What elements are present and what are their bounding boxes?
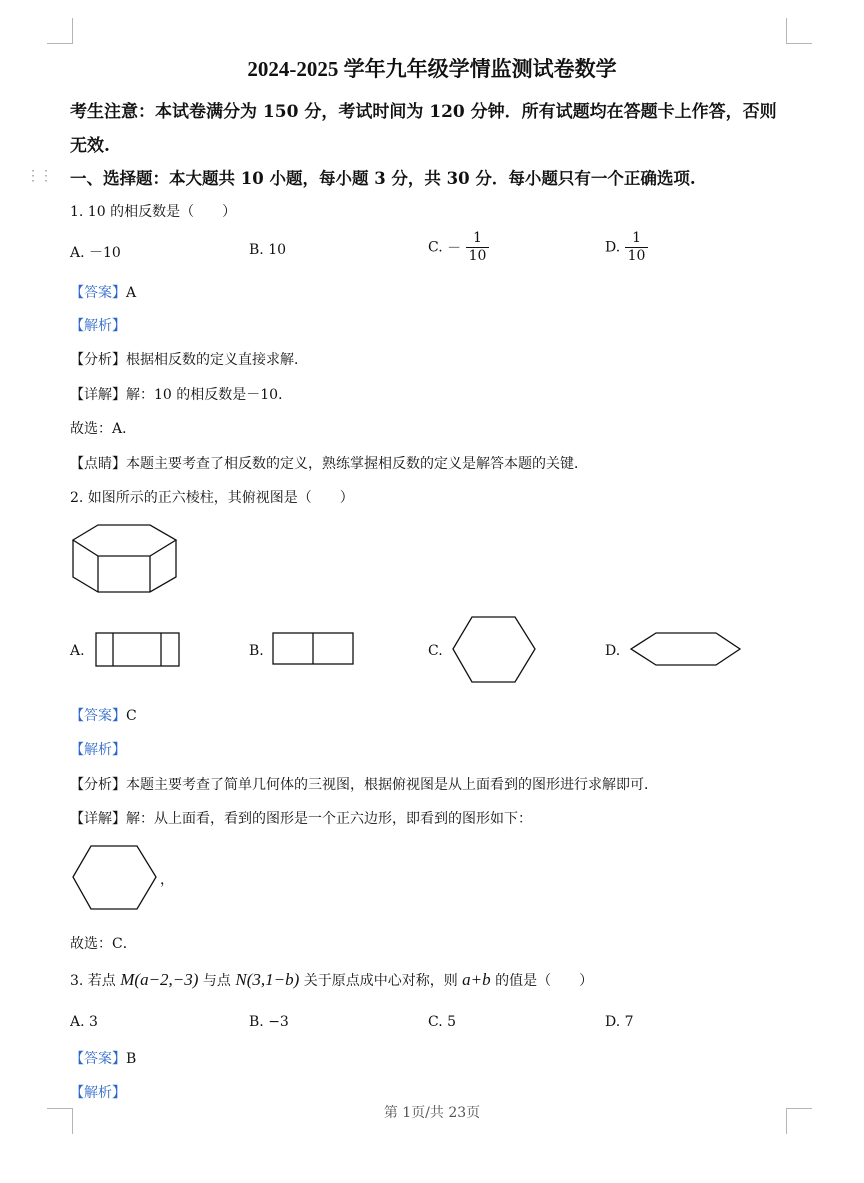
answer-value: A <box>126 285 137 301</box>
q1-option-d-label: D. <box>605 239 621 256</box>
q2-analysis-tag: 【解析】 <box>70 742 126 758</box>
q3-option-d: D. 7 <box>605 1014 634 1030</box>
q1-option-a: A. －10 <box>70 245 121 261</box>
q3-stem-mid2: 关于原点成中心对称，则 <box>303 973 458 989</box>
crop-mark-top-right <box>786 18 812 44</box>
dianjing-text: 本题主要考查了相反数的定义，熟练掌握相反数的定义是解答本题的关键． <box>126 456 588 472</box>
q2-option-a-label: A. <box>70 643 85 659</box>
xiangjie-tag: 【详解】 <box>70 387 126 403</box>
notice-line-2: 无效. <box>70 136 110 156</box>
fenxi-tag: 【分析】 <box>70 777 126 793</box>
q2-option-a-figure <box>95 632 181 668</box>
q3-analysis-tag: 【解析】 <box>70 1085 126 1101</box>
q3-option-c: C. 5 <box>428 1014 457 1030</box>
answer-value: C <box>126 708 137 724</box>
q3-stem-suffix: 的值是（ ） <box>495 973 594 989</box>
q1-dianjing <box>70 453 588 473</box>
page-title: 2024-2025 学年九年级学情监测试卷数学 <box>247 57 617 81</box>
q1-guxuan: 故选：A． <box>70 421 137 437</box>
q1-xiangjie <box>70 384 292 404</box>
fenxi-tag: 【分析】 <box>70 352 126 368</box>
q1-option-c <box>428 230 489 265</box>
answer-value: B <box>126 1051 137 1067</box>
q1-option-c-sign: － <box>447 240 462 257</box>
q2-option-b-label: B. <box>249 643 264 659</box>
crop-mark-top-left <box>47 18 73 44</box>
hexagonal-prism-figure <box>70 522 180 596</box>
q2-stem: 2. 如图所示的正六棱柱，其俯视图是（ ） <box>70 490 354 506</box>
q2-fenxi <box>70 774 658 794</box>
page-footer: 第 1页/共 23页 <box>383 1105 481 1121</box>
q3-stem-prefix: 3. 若点 <box>70 973 116 989</box>
q2-option-c-figure <box>451 615 537 685</box>
q1-stem: 1. 10 的相反数是（ ） <box>70 204 237 220</box>
answer-tag: 【答案】 <box>70 708 126 724</box>
q3-stem <box>70 970 593 990</box>
fenxi-text: 根据相反数的定义直接求解． <box>126 352 308 368</box>
q2-xiangjie <box>70 808 532 828</box>
q2-solution-comma: ， <box>160 872 174 888</box>
q3-option-b: B. −3 <box>249 1014 289 1030</box>
q1-option-d <box>605 230 648 265</box>
q2-guxuan: 故选：C． <box>70 936 137 952</box>
q2-answer <box>70 705 137 725</box>
answer-tag: 【答案】 <box>70 285 126 301</box>
q3-point-n: N(3,1−b) <box>235 970 300 989</box>
fenxi-text: 本题主要考查了简单几何体的三视图，根据俯视图是从上面看到的图形进行求解即可． <box>126 777 658 793</box>
q1-option-d-fraction <box>625 230 649 265</box>
q1-answer <box>70 282 136 302</box>
q1-option-b: B. 10 <box>249 242 287 258</box>
q2-option-d-figure <box>630 631 742 667</box>
fraction-numerator: 1 <box>466 230 490 248</box>
fraction-denominator: 10 <box>468 248 487 264</box>
q2-option-c-label: C. <box>428 643 443 659</box>
q3-option-a: A. 3 <box>70 1014 98 1030</box>
dianjing-tag: 【点睛】 <box>70 456 126 472</box>
notice-line-1: 考生注意：本试卷满分为 150 分，考试时间为 120 分钟．所有试题均在答题卡上作答，否则 <box>70 102 777 122</box>
xiangjie-text: 解：从上面看，看到的图形是一个正六边形，即看到的图形如下： <box>126 811 532 827</box>
q1-option-c-fraction <box>466 230 490 265</box>
xiangjie-tag: 【详解】 <box>70 811 126 827</box>
xiangjie-text: 解：10 的相反数是－10． <box>126 387 293 403</box>
fraction-numerator: 1 <box>625 230 649 248</box>
q3-point-m: M(a−2,−3) <box>120 970 199 989</box>
fraction-denominator: 10 <box>627 248 646 264</box>
q1-fenxi <box>70 349 308 369</box>
q3-stem-mid: 与点 <box>202 973 231 989</box>
q2-option-d-label: D. <box>605 643 621 659</box>
q2-solution-hexagon-figure <box>71 844 159 912</box>
q2-option-b-figure <box>272 632 356 668</box>
q1-analysis-tag: 【解析】 <box>70 318 126 334</box>
q3-expression: a+b <box>462 970 491 989</box>
q3-answer <box>70 1048 136 1068</box>
drag-handle-icon[interactable]: ⋮⋮ <box>26 168 52 184</box>
section-heading: 一、选择题：本大题共 10 小题，每小题 3 分，共 30 分．每小题只有一个正确选项. <box>70 169 696 188</box>
answer-tag: 【答案】 <box>70 1051 126 1067</box>
q1-option-c-label: C. <box>428 239 443 256</box>
